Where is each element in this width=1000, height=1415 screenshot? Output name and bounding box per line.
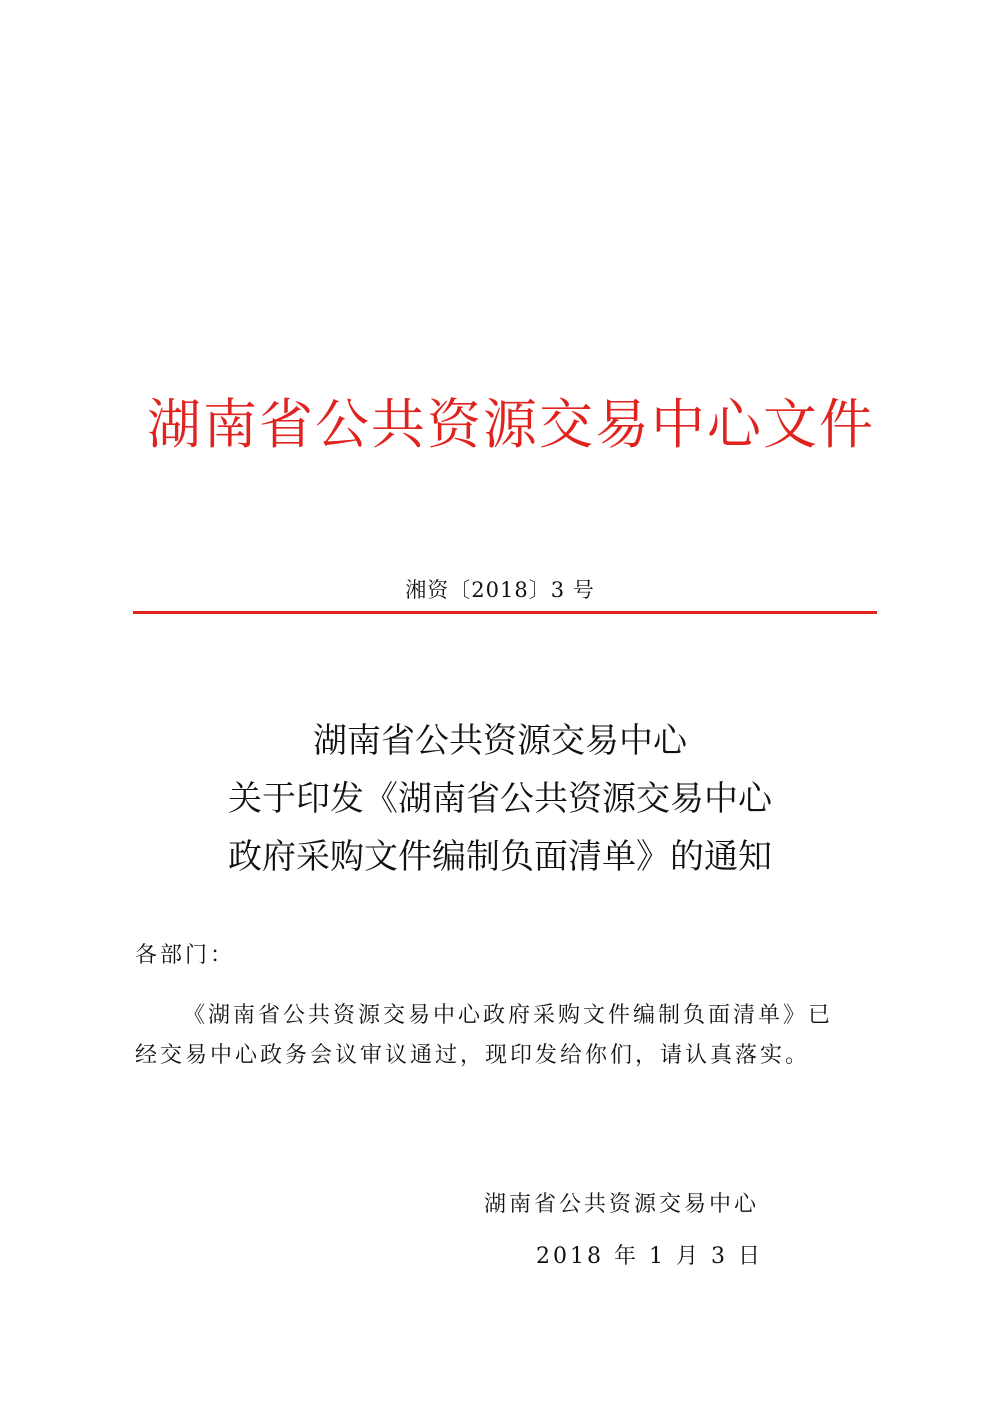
body-line-2: 经交易中心政务会议审议通过，现印发给你们，请认真落实。 xyxy=(135,1043,811,1068)
signature-date: 2018 年 1 月 3 日 xyxy=(536,1244,763,1269)
title-line-1: 湖南省公共资源交易中心 xyxy=(313,721,687,761)
body-line-1: 《湖南省公共资源交易中心政府采购文件编制负面清单》已 xyxy=(183,1003,834,1028)
title-line-2: 关于印发《湖南省公共资源交易中心 xyxy=(228,779,772,819)
title-line-3: 政府采购文件编制负面清单》的通知 xyxy=(228,837,772,877)
red-separator-line xyxy=(133,611,877,614)
signature-organization: 湖南省公共资源交易中心 xyxy=(484,1192,760,1217)
addressee: 各部门： xyxy=(135,943,236,968)
document-number: 湘资〔2018〕3 号 xyxy=(405,578,595,602)
document-title xyxy=(0,712,1000,886)
document-masthead: 湖南省公共资源交易中心文件 xyxy=(147,393,875,456)
body-paragraph xyxy=(135,996,865,1076)
